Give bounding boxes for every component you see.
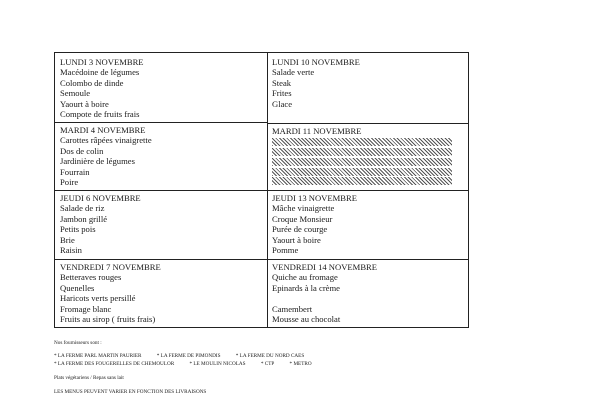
menu-item: Salade de riz (60, 203, 105, 214)
day-title: MARDI 11 NOVEMBRE (272, 126, 362, 136)
menu-item: Jambon grillé (60, 213, 108, 224)
menu-item: Purée de courge (272, 224, 328, 235)
day-title: LUNDI 10 NOVEMBRE (272, 57, 360, 67)
menu-item: Mâche vinaigrette (272, 203, 335, 214)
supplier: * LA FERME DU NORD CAES (235, 353, 305, 359)
menu-item: Poire (60, 177, 79, 188)
menu-table (54, 52, 469, 328)
menu-item (272, 293, 377, 303)
menu-item: Epinards à la crème (272, 282, 340, 293)
menu-item: Macédoine de légumes (60, 67, 140, 78)
menu-cell-friday-14 (272, 262, 377, 324)
menu-item: Pomme (272, 245, 299, 256)
menu-item: Carottes râpées vinaigrette (60, 135, 152, 146)
menu-cell-thursday-6 (60, 193, 141, 255)
suppliers-line-2 (54, 361, 312, 368)
day-title: MARDI 4 NOVEMBRE (60, 125, 146, 135)
menu-item: Colombo de dinde (60, 77, 124, 88)
day-title: JEUDI 6 NOVEMBRE (60, 193, 141, 203)
menu-item: Semoule (60, 88, 91, 99)
supplier: * LA FERME DES FOUGERELLES DE CHEMOULOR (54, 361, 175, 367)
menu-item: Brie (60, 234, 75, 245)
supplier: * CTP (260, 361, 275, 367)
day-title: VENDREDI 7 NOVEMBRE (60, 262, 161, 272)
menu-item: Yaourt à boire (60, 98, 109, 109)
menu-item: Quenelles (60, 282, 95, 293)
menu-cell-monday-10 (272, 57, 360, 109)
menu-item: Betteraves rouges (60, 272, 122, 283)
delivery-warning: LES MENUS PEUVENT VARIER EN FONCTION DES LIVRAISONS (54, 389, 207, 395)
day-title: VENDREDI 14 NOVEMBRE (272, 262, 378, 272)
row-divider-right-1 (267, 123, 468, 124)
row-divider-left-2 (55, 190, 268, 191)
suppliers-line-1 (54, 353, 304, 360)
note: Plats végétariens / Repas sans lait (54, 375, 124, 381)
supplier: * METRO (289, 361, 312, 367)
menu-item: Haricots verts persillé (60, 293, 136, 304)
menu-item: Croque Monsieur (272, 213, 333, 224)
row-divider-left-1 (55, 122, 268, 123)
menu-item: Fourrain (60, 166, 90, 177)
menu-cell-tuesday-11 (272, 126, 452, 186)
supplier: * LE MOULIN NICOLAS (189, 361, 246, 367)
menu-cell-friday-7 (60, 262, 161, 324)
row-divider-right-2 (267, 190, 468, 191)
menu-item: Petits pois (60, 224, 96, 235)
menu-item: Salade verte (272, 67, 315, 78)
holiday-hatching (272, 138, 452, 146)
menu-cell-tuesday-4 (60, 125, 152, 187)
menu-item: Jardinière de légumes (60, 156, 135, 167)
menu-item: Fromage blanc (60, 303, 112, 314)
menu-item: Glace (272, 98, 293, 109)
row-divider-left-3 (55, 259, 268, 260)
supplier: * LA FERME PARL MARTIN PAURIER (54, 353, 142, 359)
row-divider-right-3 (267, 259, 468, 260)
holiday-hatching (272, 177, 452, 185)
holiday-hatching (272, 148, 452, 156)
menu-item: Compote de fruits frais (60, 109, 140, 120)
menu-item: Raisin (60, 245, 82, 256)
menu-cell-monday-3 (60, 57, 144, 119)
holiday-hatching (272, 158, 452, 166)
menu-item: Quiche au fromage (272, 272, 338, 283)
menu-cell-thursday-13 (272, 193, 357, 255)
day-title: LUNDI 3 NOVEMBRE (60, 57, 144, 67)
menu-item: Dos de colin (60, 145, 104, 156)
suppliers-title: Nos fournisseurs sont : (54, 340, 102, 346)
menu-item: Steak (272, 77, 292, 88)
menu-item: Fruits au sirop ( fruits frais) (60, 314, 156, 325)
menu-item: Frites (272, 88, 292, 99)
menu-item: Yaourt à boire (272, 234, 321, 245)
day-title: JEUDI 13 NOVEMBRE (272, 193, 357, 203)
supplier: * LA FERME DE PIMONDIS (156, 353, 221, 359)
menu-item: Mousse au chocolat (272, 314, 341, 325)
menu-item: Camembert (272, 303, 313, 314)
holiday-hatching (272, 168, 452, 176)
